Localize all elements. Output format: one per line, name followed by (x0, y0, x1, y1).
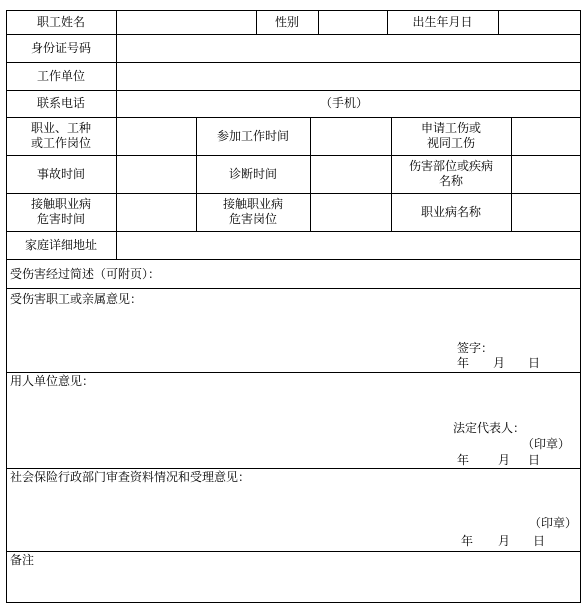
employer-month: 月 (498, 453, 511, 467)
rule-row5 (6, 155, 581, 156)
name-input[interactable] (117, 11, 256, 34)
worker-year: 年 (457, 356, 470, 370)
injury-site-line1: 伤害部位或疾病 (408, 159, 493, 173)
exposure-time-label (6, 197, 116, 227)
legal-rep-label: 法定代表人： (453, 421, 526, 435)
exposure-post-line2: 危害岗位 (228, 212, 277, 226)
exposure-time-line2: 危害时间 (36, 212, 85, 226)
employer-input[interactable] (117, 63, 580, 90)
injury-site-label (391, 159, 511, 189)
rule-row6 (6, 193, 581, 194)
phone-label: 联系电话 (36, 96, 85, 110)
join-work-time-input[interactable] (311, 118, 391, 155)
gender-input[interactable] (319, 11, 387, 34)
worker-month: 月 (493, 356, 506, 370)
diagnosis-time-label: 诊断时间 (228, 167, 277, 181)
job-label-line2: 或工作岗位 (30, 136, 91, 150)
employer-day: 日 (528, 453, 541, 467)
worker-sign-label: 签字： (457, 341, 494, 355)
employer-seal: （印章） (522, 437, 571, 451)
social-insurance-month: 月 (498, 534, 511, 548)
social-insurance-year: 年 (461, 534, 474, 548)
gender-label: 性别 (274, 15, 299, 29)
apply-type-input[interactable] (512, 118, 580, 155)
rule-right (580, 10, 581, 603)
exposure-post-input[interactable] (311, 194, 391, 231)
injury-site-input[interactable] (512, 156, 580, 193)
id-number-label: 身份证号码 (30, 41, 91, 55)
disease-name-input[interactable] (512, 194, 580, 231)
worker-day: 日 (528, 356, 541, 370)
worker-opinion-label: 受伤害职工或亲属意见： (10, 292, 143, 306)
social-insurance-day: 日 (533, 534, 546, 548)
apply-type-line2: 视同工伤 (426, 136, 475, 150)
injury-site-line2: 名称 (438, 174, 463, 188)
job-label-line1: 职业、工种 (30, 121, 91, 135)
remarks-field[interactable] (7, 552, 580, 602)
exposure-time-line1: 接触职业病 (30, 197, 91, 211)
rule-bottom (6, 602, 581, 603)
mobile-hint: （手机） (320, 96, 369, 110)
injury-application-form (6, 10, 581, 603)
address-label: 家庭详细地址 (24, 238, 97, 252)
disease-name-label: 职业病名称 (420, 205, 481, 219)
id-number-input[interactable] (117, 35, 580, 62)
address-input[interactable] (117, 232, 580, 259)
apply-type-label (391, 121, 511, 151)
diagnosis-time-input[interactable] (311, 156, 391, 193)
remarks-label: 备注 (10, 553, 35, 567)
join-work-time-label: 参加工作时间 (216, 129, 289, 143)
exposure-post-line1: 接触职业病 (222, 197, 283, 211)
exposure-post-label (196, 197, 310, 227)
employer-opinion-label: 用人单位意见： (10, 374, 95, 388)
injury-description-label: 受伤害经过简述（可附页）： (10, 267, 161, 281)
accident-time-label: 事故时间 (36, 167, 85, 181)
social-insurance-seal: （印章） (529, 516, 578, 530)
apply-type-line1: 申请工伤或 (420, 121, 481, 135)
birth-date-label: 出生年月日 (412, 15, 473, 29)
rule-top (6, 10, 581, 11)
social-insurance-opinion-label: 社会保险行政部门审查资料情况和受理意见： (10, 470, 251, 484)
accident-time-input[interactable] (117, 156, 196, 193)
job-label (6, 121, 116, 151)
name-label: 职工姓名 (36, 15, 85, 29)
job-input[interactable] (117, 118, 196, 155)
birth-date-input[interactable] (499, 11, 580, 34)
employer-year: 年 (457, 453, 470, 467)
employer-label: 工作单位 (36, 69, 85, 83)
rule-row4 (6, 117, 581, 118)
exposure-time-input[interactable] (117, 194, 196, 231)
